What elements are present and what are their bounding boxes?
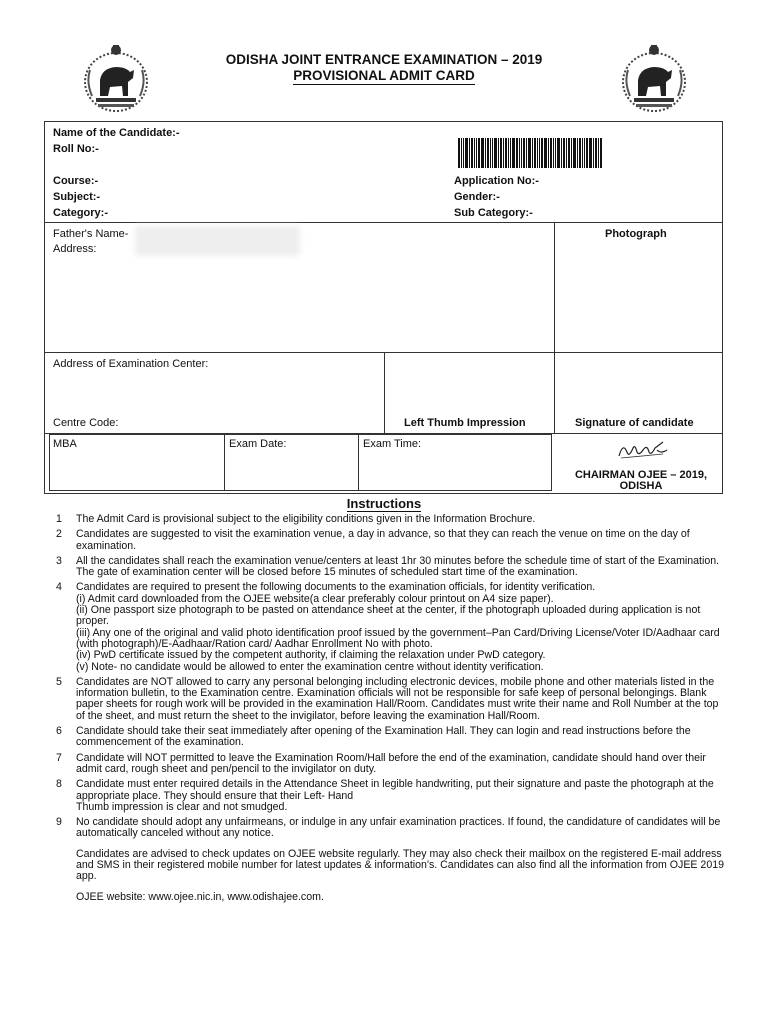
instruction-item	[56, 726, 724, 749]
category-label: Category:-	[53, 207, 109, 219]
divider	[384, 352, 385, 433]
candidate-name-label: Name of the Candidate:-	[53, 127, 180, 139]
instructions-title: Instructions	[346, 496, 422, 511]
website-line: OJEE website: www.ojee.nic.in, www.odishajee.com.	[76, 890, 324, 903]
chairman-signature-icon	[613, 436, 671, 462]
instruction-text: Candidates are suggested to visit the examination venue, a day in advance, so that they can reach the venue on time on the day of examination.	[76, 528, 690, 552]
instruction-item	[56, 582, 724, 672]
exam-date-label: Exam Date:	[229, 438, 287, 450]
exam-time-label: Exam Time:	[363, 438, 422, 450]
left-thumb-label: Left Thumb Impression	[404, 417, 526, 429]
instruction-text: All the candidates shall reach the examination venue/centers at least 1hr 30 minutes before the schedule time of start of the Examination. The gate of examination center will be closed before 15 minutes of scheduled start time of the examination.	[76, 554, 720, 579]
divider	[224, 435, 225, 490]
sub-category-label: Sub Category:-	[454, 207, 533, 219]
instruction-item	[56, 556, 724, 579]
instruction-item	[56, 529, 724, 552]
divider	[358, 435, 359, 490]
roll-no-label: Roll No:-	[53, 143, 99, 155]
instruction-number: 2	[56, 528, 62, 541]
instruction-number: 7	[56, 751, 62, 764]
instruction-number: 6	[56, 725, 62, 738]
instruction-number: 4	[56, 581, 62, 594]
exam-title: ODISHA JOINT ENTRANCE EXAMINATION – 2019	[225, 52, 543, 67]
instruction-number: 3	[56, 554, 62, 567]
instruction-number: 1	[56, 513, 62, 525]
application-no-label: Application No:-	[454, 175, 539, 187]
instruction-item	[56, 779, 724, 813]
divider	[554, 222, 555, 433]
centre-code-label: Centre Code:	[53, 417, 119, 429]
chairman-line-1: CHAIRMAN OJEE – 2019,	[574, 469, 708, 481]
address-label: Address:	[53, 243, 97, 255]
signature-label: Signature of candidate	[575, 417, 694, 429]
instruction-text: Candidates are NOT allowed to carry any personal belonging including electronic devices, mobile phone and other materials listed in the information bulletin, to the Examination centre. Examination officials will not be responsible for safe keep of personal belongings. Blank paper sheets for rough work will be provided in the examination Hall/Room. Candidates must write their name and Roll Number at the top of the sheet, and must return the sheet to the invigilator, before leaving the examination Hall/Room.	[76, 675, 719, 722]
divider	[45, 222, 722, 223]
barcode	[458, 138, 642, 168]
instruction-item	[56, 514, 724, 525]
exam-center-label: Address of Examination Center:	[53, 358, 209, 370]
instruction-text: The Admit Card is provisional subject to the eligibility conditions given in the Information Brochure.	[76, 513, 536, 525]
photograph-label: Photograph	[605, 228, 667, 240]
instructions-list	[56, 514, 724, 912]
course-value: MBA	[53, 438, 77, 450]
admit-card	[44, 121, 723, 494]
instruction-item	[56, 753, 724, 776]
instruction-text: Candidate should take their seat immediately after opening of the Examination Hall. They can login and read instructions before the commencement of the examination.	[76, 725, 691, 749]
instruction-text: Candidate will NOT permitted to leave the Examination Room/Hall before the end of the examination, candidate should hand over their admit card, rough sheet and pen/pencil to the invigilator on duty.	[76, 751, 706, 775]
admit-card-title: PROVISIONAL ADMIT CARD	[293, 68, 475, 83]
subject-label: Subject:-	[53, 191, 101, 203]
instruction-text: No candidate should adopt any unfairmeans, or indulge in any unfair examination practices. If found, the candidature of candidates will be automatically canceled without any notice.	[76, 816, 721, 840]
chairman-line-2: ODISHA	[619, 480, 663, 492]
course-label: Course:-	[53, 175, 99, 187]
instruction-item	[56, 677, 724, 722]
instruction-number: 5	[56, 675, 62, 688]
gender-label: Gender:-	[454, 191, 500, 203]
instruction-number: 8	[56, 778, 62, 791]
updates-note: Candidates are advised to check updates on OJEE website regularly. They may also check their mailbox on the registered E-mail address and SMS in their registered mobile number for latest updates & information's. Candidates can also find all the information from OJEE 2019 app.	[76, 847, 724, 883]
instruction-text: Candidates are required to present the following documents to the examination officials, for identity verification. (i) Admit card downloaded from the OJEE website(a clear preferably colour printout on A4 size paper). (ii) One passport size photograph to be pasted on attendance sheet at the center, if the photograph uploaded during application is not proper. (iii) Any one of the original and valid photo identification proof issued by the government–Pan Card/Driving License/Voter ID/Aadhaar card (with photograph)/E-Aadhaar/Ration card/ Aadhar Enrollment No with photo. (iv) PwD certificate issued by the competent authority, if claiming the relaxation under PwD category. (v) Note- no candidate would be allowed to enter the examination centre without identity verification.	[76, 581, 720, 673]
instruction-item	[56, 817, 724, 840]
redacted-text	[135, 226, 300, 256]
instruction-text: Candidate must enter required details in the Attendance Sheet in legible handwriting, put their signature and paste the photograph at the appropriate place. They should ensure that their Left- Hand Thumb impression is clear and not smudged.	[76, 778, 714, 813]
instruction-number: 9	[56, 816, 62, 829]
exam-details-box	[49, 434, 552, 491]
father-name-label: Father's Name-	[53, 228, 129, 240]
